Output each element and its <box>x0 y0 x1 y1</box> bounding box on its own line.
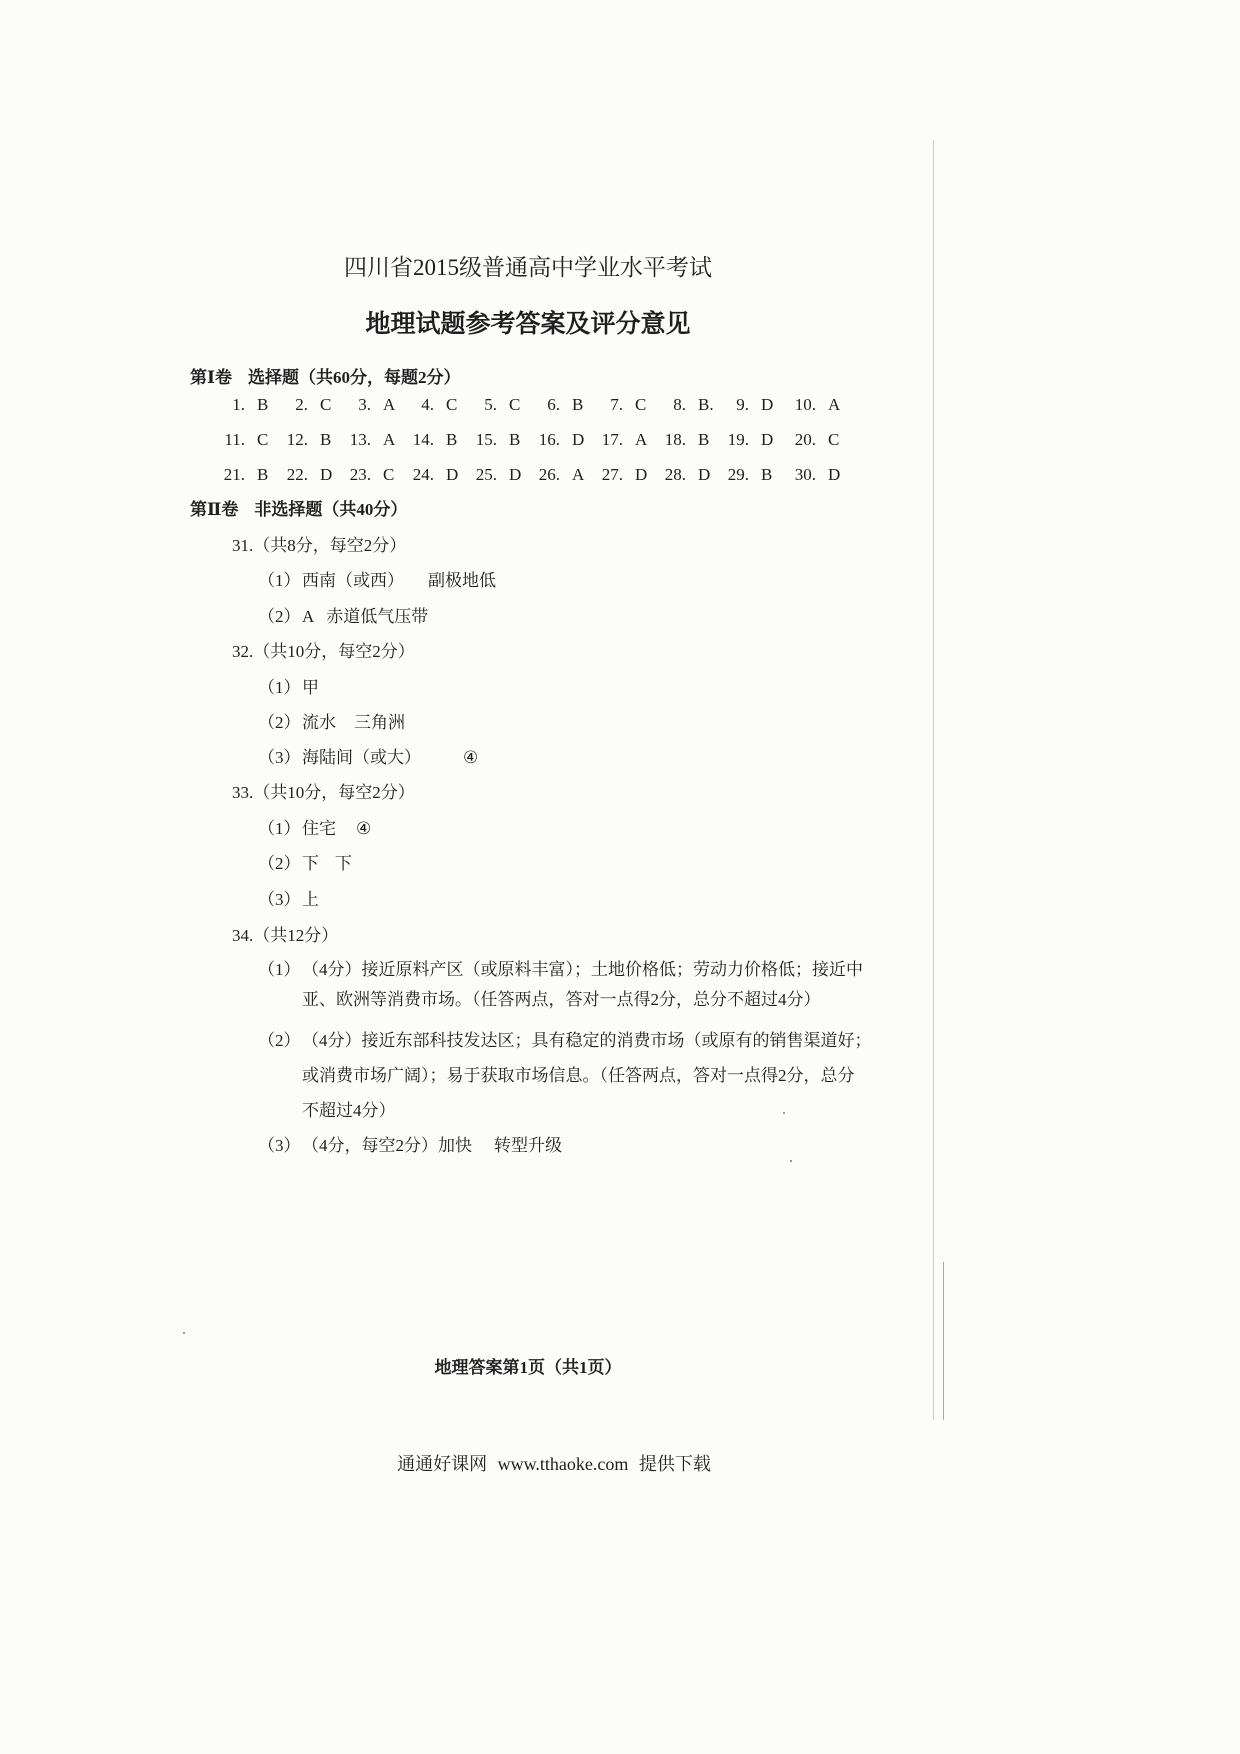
choice-answer: C <box>383 465 395 484</box>
choice-item <box>470 430 533 450</box>
answer-paragraph <box>302 955 863 1015</box>
sub-label: （1） <box>258 571 301 590</box>
choice-item <box>789 395 852 415</box>
choice-item <box>722 395 785 415</box>
choice-number: 22. <box>286 465 308 484</box>
answer-text: ④ <box>356 819 372 838</box>
answer-text: 流水 <box>302 713 336 732</box>
choice-item <box>789 465 852 485</box>
answer-text: 西南（或西） <box>302 571 404 590</box>
choice-number: 6. <box>547 395 560 414</box>
choice-answer: C <box>635 395 647 414</box>
choice-answer: A <box>383 395 396 414</box>
choice-row <box>218 465 852 485</box>
answer-text: 下 <box>302 854 319 873</box>
answer-line: （4分）接近东部科技发达区；具有稳定的消费市场（或原有的销售渠道好； <box>302 1031 872 1050</box>
question-34-heading <box>232 926 338 946</box>
sub-answer <box>258 607 428 627</box>
sub-label: （1） <box>258 960 301 979</box>
choice-item <box>722 430 785 450</box>
answer-text: （4分，每空2分）加快 <box>302 1136 472 1155</box>
exam-title: 四川省2015级普通高中学业水平考试 <box>344 255 712 280</box>
sub-answer <box>258 713 405 733</box>
choice-answer: B <box>761 465 773 484</box>
sub-label: （2） <box>258 713 301 732</box>
sub-answer <box>258 854 352 874</box>
choice-item <box>344 430 407 450</box>
choice-number: 25. <box>475 465 497 484</box>
choice-item <box>281 395 344 415</box>
sub-label: （3） <box>258 748 301 767</box>
choice-number: 3. <box>358 395 371 414</box>
choice-number: 9. <box>736 395 749 414</box>
question-note: （共10分，每空2分） <box>253 783 415 802</box>
sub-label: （3） <box>258 890 301 909</box>
question-33-heading <box>232 783 415 803</box>
choice-answer: C <box>446 395 458 414</box>
choice-number: 24. <box>412 465 434 484</box>
answer-group <box>302 1136 562 1156</box>
answer-group <box>302 748 478 768</box>
answer-group <box>302 678 319 698</box>
choice-answer: D <box>320 465 333 484</box>
section-label: 第Ⅰ卷 <box>190 368 232 387</box>
answer-group <box>302 713 405 733</box>
choice-number: 23. <box>349 465 371 484</box>
choice-number: 2. <box>295 395 308 414</box>
choice-item <box>722 465 785 485</box>
sub-answer <box>258 1136 562 1156</box>
answer-line: 亚、欧洲等消费市场。（任答两点，答对一点得2分，总分不超过4分） <box>302 990 821 1009</box>
choice-number: 4. <box>421 395 434 414</box>
choice-answer: D <box>828 465 841 484</box>
answer-group <box>302 854 352 874</box>
sub-answer <box>258 955 863 1015</box>
answer-key-subtitle: 地理试题参考答案及评分意见 <box>365 311 691 338</box>
choice-answer: B <box>257 465 269 484</box>
sub-answer <box>258 890 319 910</box>
choice-item <box>470 395 533 415</box>
choice-answer: B <box>446 430 458 449</box>
choice-item <box>659 395 722 415</box>
choice-number: 5. <box>484 395 497 414</box>
choice-number: 30. <box>794 465 816 484</box>
answer-group <box>302 571 496 591</box>
sub-label: （1） <box>258 819 301 838</box>
section-heading-text: 非选择题（共40分） <box>254 500 408 519</box>
choice-number: 19. <box>727 430 749 449</box>
answer-line: （4分）接近原料产区（或原料丰富）；土地价格低；劳动力价格低；接近中 <box>302 960 863 979</box>
choice-item <box>344 395 407 415</box>
choice-item <box>659 430 722 450</box>
choice-number: 18. <box>664 430 686 449</box>
answer-text: 下 <box>335 854 352 873</box>
choice-answer: D <box>698 465 711 484</box>
answer-text: 海陆间（或大） <box>302 748 421 767</box>
question-number: 33. <box>232 783 254 802</box>
answer-line: 或消费市场广阔）；易于获取市场信息。（任答两点，答对一点得2分，总分 <box>302 1066 855 1085</box>
choice-number: 20. <box>794 430 816 449</box>
choice-item <box>407 395 470 415</box>
choice-answer: D <box>509 465 522 484</box>
choice-number: 28. <box>664 465 686 484</box>
choice-answer: A <box>572 465 585 484</box>
choice-number: 10. <box>794 395 816 414</box>
answer-group <box>302 890 319 910</box>
choice-number: 14. <box>412 430 434 449</box>
choice-answer: D <box>635 465 648 484</box>
choice-item <box>470 465 533 485</box>
choice-item <box>218 395 281 415</box>
choice-item <box>533 465 596 485</box>
choice-number: 8. <box>673 395 686 414</box>
choice-number: 21. <box>223 465 245 484</box>
choice-answer: B <box>698 430 710 449</box>
sub-label: （1） <box>258 678 301 697</box>
choice-answer: B. <box>698 395 714 414</box>
choice-answer: B <box>509 430 521 449</box>
sub-answer <box>258 571 496 591</box>
choice-answer: D <box>761 395 774 414</box>
question-note: （共12分） <box>253 926 339 945</box>
choice-answer: C <box>257 430 269 449</box>
answer-text: 甲 <box>302 678 319 697</box>
choice-number: 1. <box>232 395 245 414</box>
scan-speck <box>183 1332 185 1334</box>
sub-label: （2） <box>258 854 301 873</box>
answer-group <box>302 819 371 839</box>
choice-row <box>218 395 852 415</box>
choice-answer: A <box>828 395 841 414</box>
sub-answer <box>258 1023 872 1128</box>
choice-item <box>789 430 852 450</box>
question-number: 31. <box>232 536 254 555</box>
choice-number: 13. <box>349 430 371 449</box>
answer-text: 上 <box>302 890 319 909</box>
choice-item <box>407 430 470 450</box>
answer-line: 不超过4分） <box>302 1101 396 1120</box>
scan-speck <box>790 1160 792 1162</box>
answer-text: 副极地低 <box>428 571 496 590</box>
answer-text: 三角洲 <box>354 713 405 732</box>
answer-text: 住宅 <box>302 819 336 838</box>
question-note: （共10分，每空2分） <box>253 642 415 661</box>
scan-edge-line <box>933 140 934 1420</box>
choice-answer: B <box>257 395 269 414</box>
choice-answer: C <box>320 395 332 414</box>
choice-item <box>281 430 344 450</box>
choice-answer: C <box>828 430 840 449</box>
answer-group <box>302 607 428 627</box>
question-note: （共8分，每空2分） <box>253 536 407 555</box>
answer-text: 转型升级 <box>494 1136 562 1155</box>
choice-answer: A <box>635 430 648 449</box>
choice-item <box>218 430 281 450</box>
question-31-heading <box>232 536 406 556</box>
choice-item <box>407 465 470 485</box>
choice-number: 15. <box>475 430 497 449</box>
sub-answer <box>258 678 319 698</box>
page-footer: 地理答案第1页（共1页） <box>434 1358 622 1377</box>
sub-answer <box>258 819 371 839</box>
choice-number: 29. <box>727 465 749 484</box>
choice-item <box>596 395 659 415</box>
choice-number: 26. <box>538 465 560 484</box>
scan-edge-shadow <box>943 1262 944 1420</box>
answer-text: ④ <box>463 748 479 767</box>
choice-row <box>218 430 852 450</box>
sub-answer <box>258 748 478 768</box>
question-number: 32. <box>232 642 254 661</box>
answer-text: 赤道低气压带 <box>326 607 429 626</box>
sub-label: （2） <box>258 1031 301 1050</box>
choice-item <box>281 465 344 485</box>
choice-answer: B <box>320 430 332 449</box>
choice-item <box>596 430 659 450</box>
section-1-heading <box>190 368 460 388</box>
sub-label: （2） <box>258 607 301 626</box>
choice-number: 16. <box>538 430 560 449</box>
choice-answer: D <box>572 430 585 449</box>
choice-item <box>344 465 407 485</box>
choice-answer: A <box>383 430 396 449</box>
choice-item <box>659 465 722 485</box>
choice-number: 27. <box>601 465 623 484</box>
choice-number: 11. <box>224 430 245 449</box>
answer-paragraph <box>302 1023 872 1128</box>
choice-answer: C <box>509 395 521 414</box>
sub-label: （3） <box>258 1136 301 1155</box>
question-number: 34. <box>232 926 254 945</box>
choice-answer: D <box>761 430 774 449</box>
choice-item <box>533 430 596 450</box>
section-label: 第Ⅱ卷 <box>190 500 239 519</box>
section-heading-text: 选择题（共60分，每题2分） <box>247 368 461 387</box>
source-watermark: 通通好课网 www.tthaoke.com 提供下载 <box>397 1454 711 1474</box>
choice-item <box>218 465 281 485</box>
choice-number: 12. <box>286 430 308 449</box>
choice-answer: D <box>446 465 459 484</box>
choice-item <box>596 465 659 485</box>
choice-item <box>533 395 596 415</box>
choice-number: 17. <box>601 430 623 449</box>
answer-text: A <box>302 607 315 626</box>
choice-answer: B <box>572 395 584 414</box>
choice-number: 7. <box>610 395 623 414</box>
question-32-heading <box>232 642 415 662</box>
section-2-heading <box>190 500 407 520</box>
